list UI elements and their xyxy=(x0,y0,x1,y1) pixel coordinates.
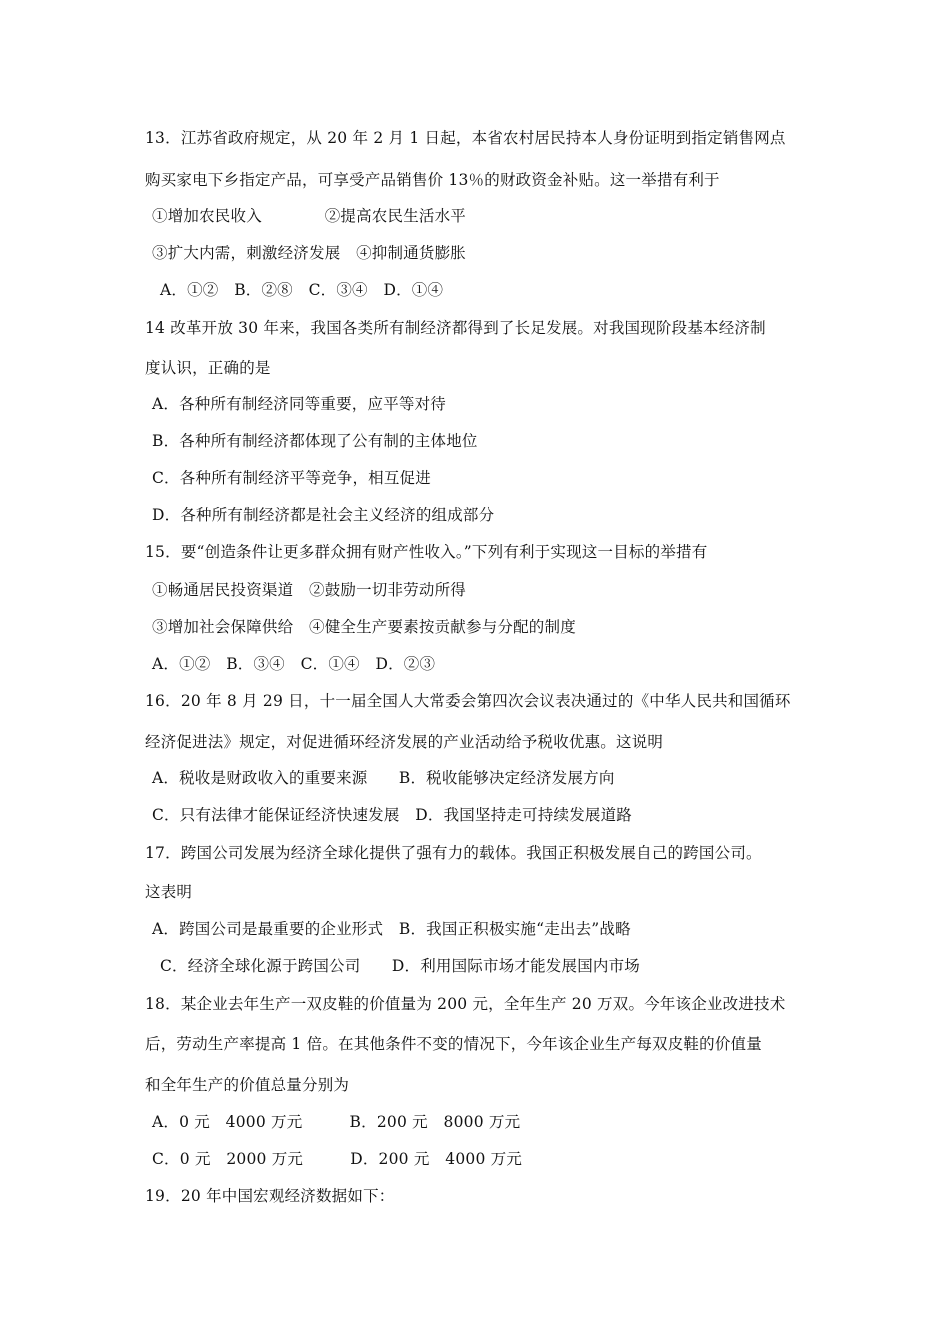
q18-stem-line-2: 后，劳动生产率提高 1 倍。在其他条件不变的情况下，今年该企业生产每双皮鞋的价值量 xyxy=(145,1035,762,1053)
q13-stem-line-1: 13．江苏省政府规定，从 20 年 2 月 1 日起，本省农村居民持本人身份证明到指定销售网点 xyxy=(145,129,786,147)
q18-options-ab: A．0 元 4000 万元 B．200 元 8000 万元 xyxy=(152,1113,521,1131)
q17-stem-line-1: 17．跨国公司发展为经济全球化提供了强有力的载体。我国正积极发展自己的跨国公司。 xyxy=(145,844,762,862)
q16-options-cd: C．只有法律才能保证经济快速发展 D．我国坚持走可持续发展道路 xyxy=(152,806,632,824)
q15-options: A．①② B．③④ C．①④ D．②③ xyxy=(152,655,436,673)
q14-option-c: C．各种所有制经济平等竞争，相互促进 xyxy=(152,469,431,487)
q17-options-ab: A．跨国公司是最重要的企业形式 B．我国正积极实施“走出去”战略 xyxy=(152,920,631,938)
q14-option-d: D．各种所有制经济都是社会主义经济的组成部分 xyxy=(152,506,495,524)
q15-statements-3-4: ③增加社会保障供给 ④健全生产要素按贡献参与分配的制度 xyxy=(152,618,576,636)
q14-option-a: A．各种所有制经济同等重要，应平等对待 xyxy=(152,395,446,413)
q16-options-ab: A．税收是财政收入的重要来源 B．税收能够决定经济发展方向 xyxy=(152,769,615,787)
q13-statements-3-4: ③扩大内需，刺激经济发展 ④抑制通货膨胀 xyxy=(152,244,467,262)
q18-stem-line-1: 18．某企业去年生产一双皮鞋的价值量为 200 元，全年生产 20 万双。今年该企业改进技术 xyxy=(145,995,786,1013)
q16-stem-line-2: 经济促进法》规定，对促进循环经济发展的产业活动给予税收优惠。这说明 xyxy=(145,733,664,751)
q13-stem-line-2: 购买家电下乡指定产品，可享受产品销售价 13％的财政资金补贴。这一举措有利于 xyxy=(145,171,720,189)
q17-stem-line-2: 这表明 xyxy=(145,883,193,901)
q18-options-cd: C．0 元 2000 万元 D．200 元 4000 万元 xyxy=(152,1150,523,1168)
q14-stem-line-1: 14 改革开放 30 年来，我国各类所有制经济都得到了长足发展。对我国现阶段基本经济制 xyxy=(145,319,766,337)
q16-stem-line-1: 16．20 年 8 月 29 日，十一届全国人大常委会第四次会议表决通过的《中华人民共和国循环 xyxy=(145,692,791,710)
q15-statements-1-2: ①畅通居民投资渠道 ②鼓励一切非劳动所得 xyxy=(152,581,467,599)
q13-options: A．①② B．②⑧ C．③④ D．①④ xyxy=(160,281,444,299)
q17-options-cd: C．经济全球化源于跨国公司 D．利用国际市场才能发展国内市场 xyxy=(160,957,640,975)
q13-statements-1-2: ①增加农民收入 ②提高农民生活水平 xyxy=(152,207,467,225)
q18-stem-line-3: 和全年生产的价值总量分别为 xyxy=(145,1076,350,1094)
q19-stem: 19．20 年中国宏观经济数据如下： xyxy=(145,1187,395,1205)
q14-stem-line-2: 度认识，正确的是 xyxy=(145,359,271,377)
q15-stem: 15．要“创造条件让更多群众拥有财产性收入。”下列有利于实现这一目标的举措有 xyxy=(145,543,708,561)
q14-option-b: B．各种所有制经济都体现了公有制的主体地位 xyxy=(152,432,478,450)
